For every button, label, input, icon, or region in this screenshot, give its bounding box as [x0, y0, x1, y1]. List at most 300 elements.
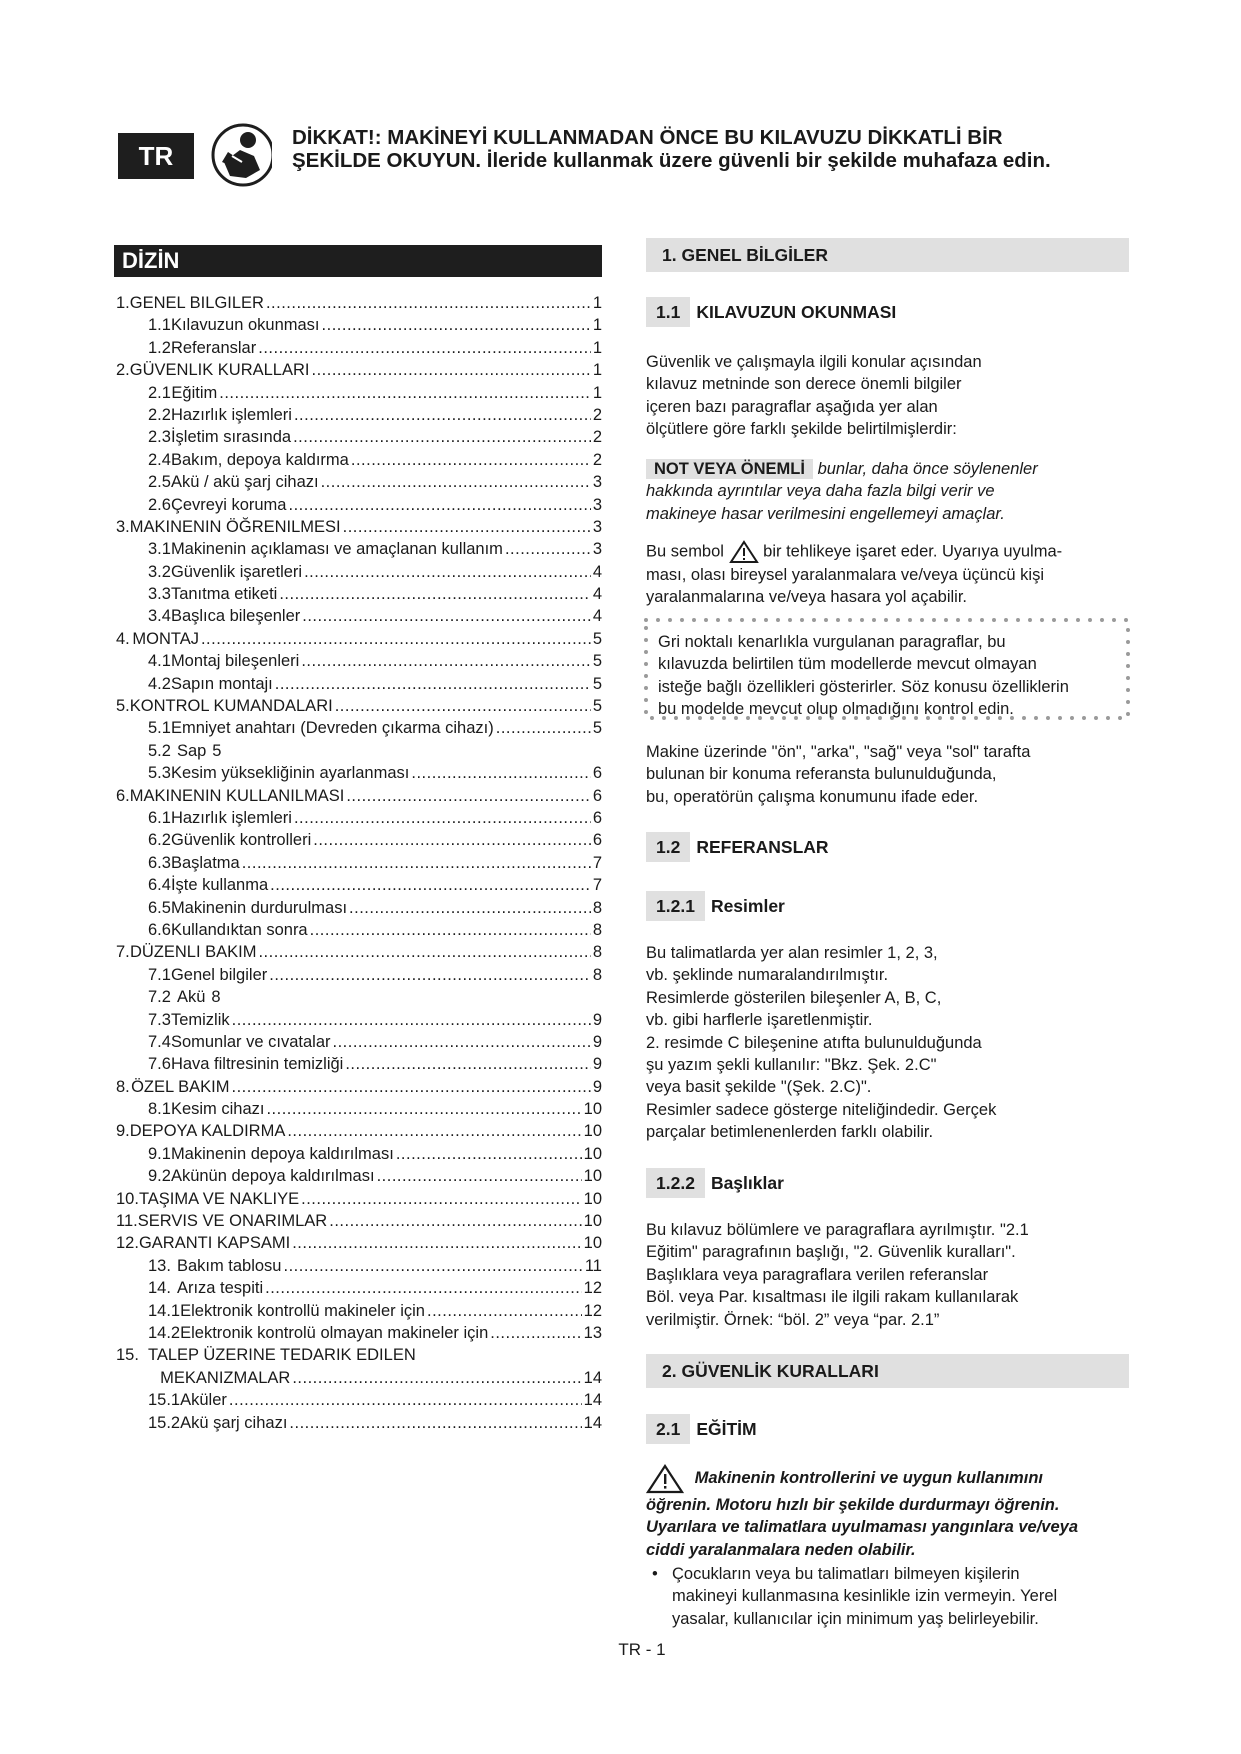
toc-title: Temizlik [170, 1010, 230, 1029]
toc-leader-dots [349, 897, 591, 919]
section-number: 1.1 [646, 297, 690, 327]
text-fragment: Bu sembol [646, 542, 724, 561]
toc-row [116, 829, 602, 851]
note-tag: NOT VEYA ÖNEMLİ [646, 459, 813, 479]
text-line: Başlıklara veya paragraflara verilen referanslar [646, 1265, 989, 1284]
toc-page: 10 [583, 1212, 602, 1231]
toc-row [116, 785, 602, 807]
toc-title: GARANTI KAPSAMI [138, 1234, 291, 1253]
toc-title: Sap [176, 741, 207, 760]
table-of-contents [116, 292, 602, 1434]
toc-leader-dots [287, 1120, 581, 1142]
toc-row [116, 494, 602, 516]
toc-page: 7 [592, 853, 602, 872]
text-line: vb. şeklinde numaralandırılmıştır. [646, 966, 889, 985]
section-1-2-1-heading [646, 891, 785, 921]
toc-page: 5 [592, 652, 602, 671]
text-line: yaralanmalarına ve/veya hasara yol açabilir. [646, 588, 968, 607]
toc-leader-dots [333, 1031, 591, 1053]
paragraph-intro [646, 351, 1136, 441]
toc-number: 10. [116, 1189, 139, 1208]
toc-leader-dots [265, 1277, 582, 1299]
toc-number: 6.6 [148, 920, 171, 939]
toc-number: 13. [148, 1256, 171, 1275]
toc-number: 6.2 [148, 831, 171, 850]
toc-title: Güvenlik işaretleri [170, 562, 303, 581]
toc-row [116, 1322, 602, 1344]
toc-title: Tanıtma etiketi [170, 585, 278, 604]
toc-row [116, 1098, 602, 1120]
note-paragraph [646, 458, 1136, 525]
toc-row [116, 1389, 602, 1411]
toc-title: Elektronik kontrolü olmayan makineler için [180, 1323, 489, 1342]
toc-page: 10 [583, 1122, 602, 1141]
toc-title: DÜZENLI BAKIM [129, 943, 257, 962]
text-line: ciddi yaralanmalara neden olabilir. [646, 1540, 916, 1559]
toc-leader-dots [288, 494, 590, 516]
toc-page: 1 [592, 338, 602, 357]
toc-leader-dots [310, 919, 591, 941]
toc-number: 12. [116, 1234, 139, 1253]
toc-row [116, 1143, 602, 1165]
toc-leader-dots [270, 874, 591, 896]
toc-page: 11 [584, 1256, 602, 1275]
toc-page: 14 [583, 1368, 602, 1387]
toc-row [116, 538, 602, 560]
text-line: Uyarılara ve talimatlara uyulmaması yangınlara ve/veya [646, 1518, 1078, 1537]
toc-number: 3.4 [148, 607, 171, 626]
toc-number: 4.2 [148, 674, 171, 693]
text-line: ölçütlere göre farklı şekilde belirtilmişlerdir: [646, 420, 957, 439]
toc-leader-dots [335, 695, 591, 717]
toc-number: 3.3 [148, 585, 171, 604]
toc-leader-dots [266, 1098, 581, 1120]
text-line: yasalar, kullanıcılar için minimum yaş belirleyebilir. [672, 1609, 1039, 1628]
toc-leader-dots [322, 314, 591, 336]
toc-row [116, 1300, 602, 1322]
training-warning [646, 1464, 1136, 1561]
text-line: parçalar betimlenenlerden farklı olabilir. [646, 1123, 934, 1142]
toc-title: Montaj bileşenleri [170, 652, 300, 671]
text-line: makineye hasar verilmesini engellemeyi amaçlar. [646, 504, 1005, 523]
toc-number: 1. [116, 294, 130, 312]
section-number: 1.2.1 [646, 891, 705, 921]
toc-title: Akü şarj cihazı [180, 1413, 288, 1432]
toc-title: GENEL BILGILER [129, 294, 264, 312]
toc-row [116, 941, 602, 963]
toc-page: 1 [592, 316, 602, 335]
toc-page: 12 [583, 1301, 602, 1320]
toc-number: 7.3 [148, 1010, 171, 1029]
text-line: Gri noktalı kenarlıkla vurgulanan paragraflar, bu [658, 633, 1006, 651]
text-line: vb. gibi harflerle işaretlenmiştir. [646, 1011, 873, 1030]
toc-row [116, 628, 602, 650]
toc-title: Elektronik kontrollü makineler için [180, 1301, 425, 1320]
toc-number: 15.1 [148, 1391, 181, 1410]
toc-title: Çevreyi koruma [170, 495, 287, 514]
toc-number: 3.1 [148, 540, 171, 559]
toc-number: 7.1 [148, 965, 171, 984]
text-line: kılavuz metninde son derece önemli bilgiler [646, 375, 962, 394]
toc-title: MAKINENIN ÖĞRENILMESI [129, 517, 341, 536]
toc-title: Aküler [180, 1391, 227, 1410]
toc-page: 9 [592, 1077, 602, 1096]
toc-page: 4 [592, 607, 602, 626]
toc-page: 2 [592, 428, 602, 447]
toc-number: 6.5 [148, 898, 171, 917]
toc-page: 3 [592, 495, 602, 514]
toc-row [116, 1165, 602, 1187]
toc-title: DEPOYA KALDIRMA [129, 1122, 286, 1141]
toc-row [116, 426, 602, 448]
toc-number: 1.2 [148, 338, 171, 357]
toc-title: Kılavuzun okunması [170, 316, 320, 335]
toc-title: Genel bilgiler [170, 965, 268, 984]
toc-title: MONTAJ [132, 629, 199, 648]
text-line: Çocukların veya bu talimatları bilmeyen kişilerin [672, 1565, 1020, 1583]
language-badge: TR [118, 133, 194, 179]
toc-page: 13 [583, 1323, 602, 1342]
toc-title: Akünün depoya kaldırılması [170, 1167, 375, 1186]
toc-row [116, 605, 602, 627]
toc-row [116, 314, 602, 336]
toc-page: 5 [592, 697, 602, 716]
toc-title: SERVIS VE ONARIMLAR [137, 1212, 328, 1231]
toc-leader-dots [232, 1076, 591, 1098]
toc-title: Bakım, depoya kaldırma [170, 450, 349, 469]
toc-title: İşletim sırasında [170, 428, 292, 447]
bullet-item [652, 1563, 1132, 1630]
toc-page: 4 [592, 585, 602, 604]
toc-page: 1 [592, 383, 602, 402]
toc-row [116, 382, 602, 404]
toc-page: 10 [583, 1100, 602, 1119]
toc-page: 2 [592, 450, 602, 469]
paragraph-position [646, 741, 1136, 808]
text-line: veya basit şekilde "(Şek. 2.C)". [646, 1078, 872, 1097]
toc-leader-dots [321, 471, 591, 493]
text-line: öğrenin. Motoru hızlı bir şekilde durdurmayı öğrenin. [646, 1496, 1060, 1514]
read-manual-icon [210, 122, 272, 188]
toc-row [116, 986, 602, 1008]
toc-number: 6.3 [148, 853, 171, 872]
toc-leader-dots [346, 785, 590, 807]
warning-line-2: ŞEKİLDE OKUYUN. İleride kullanmak üzere güvenli bir şekilde muhafaza edin. [292, 149, 1051, 172]
toc-number: 2.3 [148, 428, 171, 447]
text-line: hakkında ayrıntılar veya daha fazla bilgi verir ve [646, 482, 995, 501]
toc-row [116, 337, 602, 359]
symbol-paragraph [646, 540, 1136, 609]
toc-page: 7 [592, 876, 602, 895]
toc-row [116, 740, 602, 762]
toc-page: 3 [592, 517, 602, 536]
toc-number: 2.5 [148, 473, 171, 492]
toc-page: 8 [592, 943, 602, 962]
toc-number: 3.2 [148, 562, 171, 581]
toc-number: 6. [116, 786, 130, 805]
toc-leader-dots [396, 1143, 582, 1165]
toc-row [116, 292, 602, 314]
toc-title: Kullandıktan sonra [170, 920, 308, 939]
toc-row [116, 673, 602, 695]
toc-leader-dots [293, 426, 591, 448]
text-fragment: Makinenin kontrollerini ve uygun kullanımını [694, 1469, 1043, 1488]
toc-leader-dots [329, 1210, 581, 1232]
toc-leader-dots [505, 538, 591, 560]
toc-title: İşte kullanma [170, 876, 269, 895]
toc-number: 8. [116, 1077, 130, 1096]
toc-number: 9. [116, 1122, 130, 1141]
toc-title: Hazırlık işlemleri [170, 405, 292, 424]
toc-title: ÖZEL BAKIM [131, 1077, 230, 1096]
toc-row [116, 1076, 602, 1098]
toc-page: 14 [583, 1391, 602, 1410]
toc-page: 9 [592, 1010, 602, 1029]
toc-row [116, 650, 602, 672]
toc-title: Makinenin depoya kaldırılması [170, 1144, 394, 1163]
text-line: içeren bazı paragraflar aşağıda yer alan [646, 397, 938, 416]
toc-title: Akü / akü şarj cihazı [170, 473, 319, 492]
toc-page: 1 [592, 294, 602, 312]
section-2-1-heading [646, 1414, 757, 1444]
toc-title: Referanslar [170, 338, 257, 357]
toc-leader-dots [284, 1255, 583, 1277]
toc-title: Hava filtresinin temizliği [170, 1055, 344, 1074]
toc-page: 3 [592, 540, 602, 559]
toc-title: TAŞIMA VE NAKLIYE [138, 1189, 300, 1208]
toc-title: GÜVENLIK KURALLARI [129, 361, 310, 380]
section-title: EĞİTİM [696, 1419, 757, 1439]
text-line: Resimlerde gösterilen bileşenler A, B, C, [646, 988, 942, 1007]
text-line: bunlar, daha önce söylenenler [817, 460, 1038, 478]
section-number: 1.2 [646, 832, 690, 862]
toc-number: 1.1 [148, 316, 171, 335]
toc-row [116, 1053, 602, 1075]
text-line: Bu kılavuz bölümlere ve paragraflara ayrılmıştır. "2.1 [646, 1221, 1029, 1239]
toc-title: Makinenin açıklaması ve amaçlanan kullanım [170, 540, 503, 559]
section-title: Başlıklar [710, 1173, 784, 1193]
toc-leader-dots [289, 1412, 581, 1434]
toc-heading: DİZİN [114, 245, 602, 277]
toc-number: 8.1 [148, 1100, 171, 1119]
warning-triangle-icon [646, 1464, 684, 1494]
toc-row [116, 1412, 602, 1434]
toc-leader-dots [266, 292, 591, 314]
toc-leader-dots [490, 1322, 581, 1344]
toc-title: KONTROL KUMANDALARI [129, 697, 333, 716]
toc-number: 5.3 [148, 764, 171, 783]
toc-page: 10 [583, 1167, 602, 1186]
toc-row [116, 874, 602, 896]
text-line: bu modelde mevcut olup olmadığını kontrol edin. [658, 700, 1014, 719]
toc-leader-dots [242, 852, 591, 874]
toc-number: 7.6 [148, 1055, 171, 1074]
toc-row [116, 1344, 602, 1366]
toc-page: 6 [592, 764, 602, 783]
section-1-2-2-heading [646, 1168, 784, 1198]
text-line: şu yazım şekli kullanılır: "Bkz. Şek. 2.C" [646, 1056, 937, 1075]
toc-leader-dots [496, 717, 591, 739]
toc-leader-dots [294, 404, 591, 426]
toc-title: Arıza tespiti [176, 1279, 264, 1298]
toc-page: 5 [592, 674, 602, 693]
toc-number: 14. [148, 1279, 171, 1298]
warning-line-1: DİKKAT!: MAKİNEYİ KULLANMADAN ÖNCE BU KILAVUZU DİKKATLİ BİR [292, 126, 1003, 149]
toc-row [116, 583, 602, 605]
text-line: Resimler sadece gösterge niteliğindedir. Gerçek [646, 1100, 997, 1119]
section-number: 1.2.2 [646, 1168, 705, 1198]
toc-row [116, 807, 602, 829]
toc-page: 9 [592, 1032, 602, 1051]
section-1-1-heading [646, 297, 896, 327]
toc-row [116, 1188, 602, 1210]
toc-row [116, 516, 602, 538]
toc-number: 2.1 [148, 383, 171, 402]
toc-number: 5.1 [148, 719, 171, 738]
toc-page: 5 [212, 741, 222, 760]
toc-leader-dots [292, 1367, 581, 1389]
toc-row [116, 449, 602, 471]
toc-title: Güvenlik kontrolleri [170, 831, 312, 850]
page-number: TR - 1 [618, 1640, 666, 1659]
toc-number: 15.2 [148, 1413, 181, 1432]
toc-row [116, 1367, 602, 1389]
toc-leader-dots [345, 1053, 590, 1075]
toc-number: 4. [116, 629, 130, 648]
toc-page: 1 [592, 361, 602, 380]
toc-row [116, 964, 602, 986]
toc-title: TALEP ÜZERINE TEDARIK EDILEN [148, 1346, 416, 1365]
section-1-2-heading [646, 832, 829, 862]
toc-row [116, 897, 602, 919]
toc-title: Hazırlık işlemleri [170, 808, 292, 827]
warning-triangle-icon [729, 540, 759, 564]
text-line: bu, operatörün çalışma konumunu ifade eder. [646, 787, 979, 806]
toc-leader-dots [258, 941, 590, 963]
toc-title: MEKANIZMALAR [160, 1368, 291, 1387]
toc-leader-dots [229, 1389, 582, 1411]
toc-row [116, 359, 602, 381]
toc-page: 9 [592, 1055, 602, 1074]
toc-title: Makinenin durdurulması [170, 898, 348, 917]
toc-title: Eğitim [171, 383, 218, 402]
toc-row [116, 471, 602, 493]
section-number: 2.1 [646, 1414, 690, 1444]
text-line: Makine üzerinde "ön", "arka", "sağ" veya "sol" tarafta [646, 743, 1031, 761]
section-title: KILAVUZUN OKUNMASI [696, 302, 897, 322]
toc-page: 2 [592, 405, 602, 424]
text-line: Güvenlik ve çalışmayla ilgili konular açısından [646, 353, 982, 371]
text-line: Eğitim" paragrafının başlığı, "2. Güvenlik kuralları". [646, 1243, 1016, 1262]
toc-leader-dots [301, 650, 590, 672]
toc-row [116, 1232, 602, 1254]
section-title: Resimler [710, 896, 785, 916]
toc-leader-dots [313, 829, 591, 851]
toc-row [116, 1210, 602, 1232]
section-1-title: 1. GENEL BİLGİLER [646, 238, 1129, 272]
paragraph-images [646, 942, 1136, 1144]
text-fragment: bir tehlikeye işaret eder. Uyarıya uyulma- [763, 542, 1063, 561]
toc-number: 2.6 [148, 495, 171, 514]
toc-page: 8 [211, 988, 221, 1007]
toc-row [116, 852, 602, 874]
toc-row [116, 404, 602, 426]
text-line: bulunan bir konuma referansta bulunulduğunda, [646, 765, 997, 784]
toc-title: Başlıca bileşenler [170, 607, 301, 626]
toc-number: 15. [116, 1346, 139, 1365]
toc-page: 14 [583, 1413, 602, 1432]
toc-leader-dots [377, 1165, 582, 1187]
section-title: REFERANSLAR [696, 837, 829, 857]
toc-number: 6.4 [148, 876, 171, 895]
toc-page: 4 [592, 562, 602, 581]
toc-leader-dots [292, 1232, 581, 1254]
toc-leader-dots [294, 807, 591, 829]
toc-leader-dots [427, 1300, 582, 1322]
text-line: verilmiştir. Örnek: “böl. 2” veya “par. 2.1” [646, 1310, 940, 1329]
toc-title: Sapın montajı [170, 674, 273, 693]
toc-leader-dots [304, 561, 591, 583]
section-2-title: 2. GÜVENLİK KURALLARI [646, 1354, 1129, 1388]
toc-number: 7.4 [148, 1032, 171, 1051]
toc-number: 9.1 [148, 1144, 171, 1163]
toc-leader-dots [232, 1009, 591, 1031]
toc-page: 8 [592, 965, 602, 984]
toc-number: 5. [116, 697, 130, 716]
toc-title: Emniyet anahtarı (Devreden çıkarma cihazı) [170, 719, 494, 738]
toc-number: 4.1 [148, 652, 171, 671]
toc-number: 14.1 [148, 1301, 181, 1320]
toc-leader-dots [269, 964, 591, 986]
toc-page: 10 [583, 1144, 602, 1163]
toc-leader-dots [343, 516, 591, 538]
toc-leader-dots [258, 337, 591, 359]
toc-row [116, 1031, 602, 1053]
toc-page: 6 [592, 808, 602, 827]
toc-page: 6 [592, 831, 602, 850]
text-line: kılavuzda belirtilen tüm modellerde mevcut olmayan [658, 655, 1037, 674]
toc-title: Bakım tablosu [176, 1256, 282, 1275]
toc-page: 5 [592, 629, 602, 648]
toc-number: 7. [116, 943, 130, 962]
toc-page: 6 [592, 786, 602, 805]
toc-number: 2. [116, 361, 130, 380]
text-line: isteğe bağlı özellikleri gösterirler. Söz konusu özelliklerin [658, 677, 1069, 696]
toc-number: 5.2 [148, 741, 171, 760]
toc-title: Somunlar ve cıvatalar [170, 1032, 331, 1051]
toc-number: 3. [116, 517, 130, 536]
toc-row [116, 919, 602, 941]
toc-leader-dots [275, 673, 591, 695]
toc-number: 9.2 [148, 1167, 171, 1186]
text-line: 2. resimde C bileşenine atıfta bulunulduğunda [646, 1033, 982, 1052]
toc-leader-dots [351, 449, 591, 471]
toc-title: MAKINENIN KULLANILMASI [129, 786, 345, 805]
toc-leader-dots [312, 359, 591, 381]
toc-row [116, 1255, 602, 1277]
bullet-dot-icon: • [652, 1565, 658, 1583]
optional-features-note [658, 631, 1128, 721]
toc-leader-dots [411, 762, 590, 784]
toc-row [116, 1120, 602, 1142]
warning-heading [292, 126, 1172, 172]
toc-leader-dots [201, 628, 591, 650]
toc-title: Başlatma [170, 853, 240, 872]
toc-row [116, 762, 602, 784]
toc-leader-dots [302, 605, 591, 627]
toc-leader-dots [219, 382, 591, 404]
toc-number: 6.1 [148, 808, 171, 827]
